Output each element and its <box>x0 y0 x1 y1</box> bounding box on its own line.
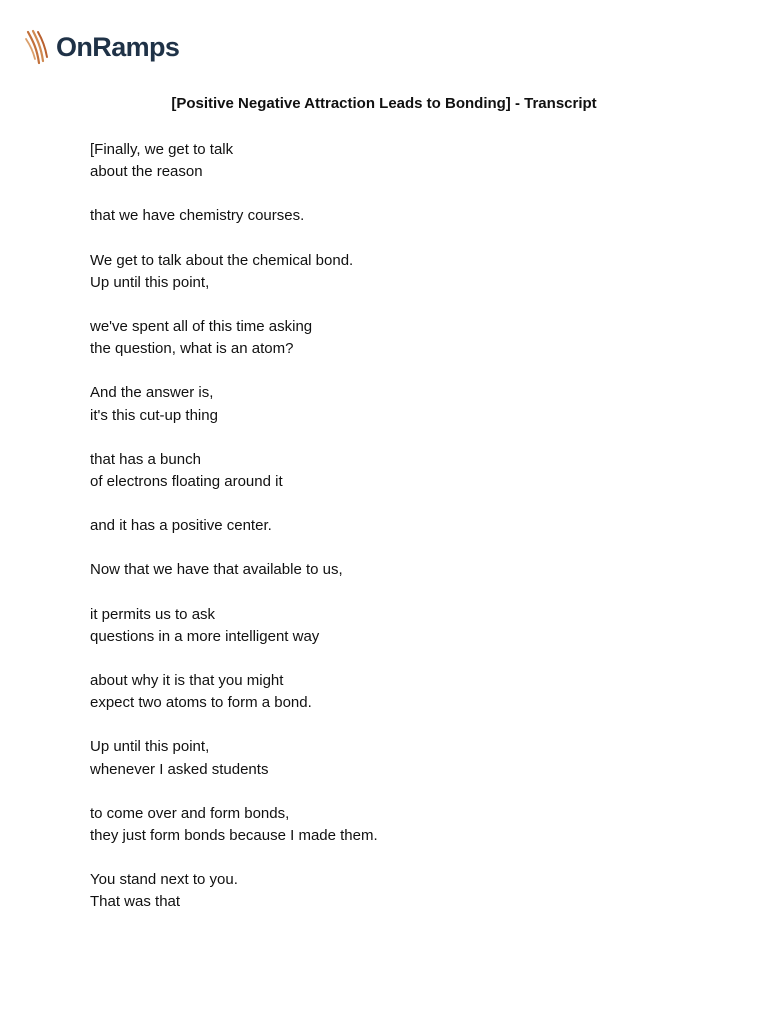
transcript-paragraph <box>90 604 710 648</box>
transcript-line: it permits us to ask <box>90 605 216 623</box>
logo-wordmark: OnRamps <box>56 31 180 62</box>
transcript-line: And the answer is, <box>90 384 214 402</box>
transcript-paragraph <box>90 139 710 183</box>
transcript-paragraph <box>90 559 710 581</box>
transcript-paragraph <box>90 670 710 714</box>
transcript-line: expect two atoms to form a bond. <box>90 694 312 712</box>
transcript-paragraph <box>90 449 710 493</box>
onramps-swoosh-icon <box>24 29 54 65</box>
transcript-line: they just form bonds because I made them. <box>90 827 378 845</box>
transcript-line: questions in a more intelligent way <box>90 627 320 645</box>
transcript-paragraph <box>90 736 710 780</box>
transcript-line: Up until this point, <box>90 738 210 756</box>
onramps-logo <box>24 26 179 68</box>
transcript-line: that has a bunch <box>90 450 201 468</box>
transcript-line: whenever I asked students <box>90 760 269 778</box>
transcript-paragraph <box>90 803 710 847</box>
transcript-line: of electrons floating around it <box>90 473 283 491</box>
transcript-line: Now that we have that available to us, <box>90 561 343 579</box>
transcript-paragraph <box>90 515 710 537</box>
transcript-paragraph <box>90 316 710 360</box>
transcript-line: That was that <box>90 893 181 911</box>
transcript-line: about why it is that you might <box>90 672 284 690</box>
transcript-line: to come over and form bonds, <box>90 804 290 822</box>
transcript-line: You stand next to you. <box>90 871 238 889</box>
transcript-line: [Finally, we get to talk <box>90 141 234 158</box>
transcript-body <box>90 139 710 936</box>
transcript-line: the question, what is an atom? <box>90 340 294 358</box>
transcript-paragraph <box>90 205 710 227</box>
transcript-line: about the reason <box>90 163 203 181</box>
transcript-line: We get to talk about the chemical bond. <box>90 251 354 269</box>
transcript-paragraph <box>90 250 710 294</box>
transcript-paragraph <box>90 382 710 426</box>
transcript-line: and it has a positive center. <box>90 517 272 535</box>
transcript-line: that we have chemistry courses. <box>90 207 305 225</box>
document-title: [Positive Negative Attraction Leads to Bonding] - Transcript <box>171 95 597 112</box>
transcript-line: it's this cut-up thing <box>90 406 218 424</box>
transcript-line: Up until this point, <box>90 273 210 291</box>
transcript-line: we've spent all of this time asking <box>90 318 313 336</box>
transcript-paragraph <box>90 869 710 913</box>
